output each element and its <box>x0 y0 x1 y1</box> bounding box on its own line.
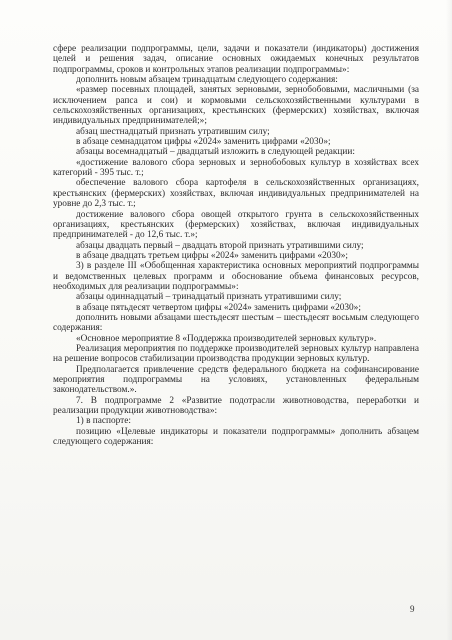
paragraph-04: абзац шестнадцатый признать утратившим силу; <box>76 126 270 137</box>
paragraph-02: дополнить новым абзацем тринадцатым следующего содержания: <box>76 75 338 86</box>
paragraph-10: абзацы двадцать первый – двадцать второй признать утратившими силу; <box>76 240 364 251</box>
paragraph-15: дополнить новыми абзацами шестьдесят шестым – шестьдесят восьмым следующего содержания: <box>53 312 419 334</box>
paragraph-03: «размер посевных площадей, занятых зерновыми, зернобобовыми, масличными (за исключением рапса и сои) и кормовыми сельскохозяйственными культурами в сельскохозяйственных организациях, крестьянских (фермерских) хозяйствах, включая индивидуальных предпринимателей;»; <box>53 85 419 127</box>
paragraph-06: абзацы восемнадцатый – двадцатый изложить в следующей редакции: <box>76 147 355 158</box>
paragraph-21: позицию «Целевые индикаторы и показатели подпрограммы» дополнить абзацем следующего содержания: <box>53 426 419 448</box>
paragraph-14: в абзаце пятьдесят четвертом цифры «2024» заменить цифрами «2030»; <box>76 302 361 313</box>
scan-edge-shadow <box>446 0 452 640</box>
paragraph-17: Реализация мероприятия по поддержке производителей зерновых культур направлена на решение вопросов стабилизации производства продукции зерновых культур. <box>53 343 419 365</box>
paragraph-19: 7. В подпрограмме 2 «Развитие подотрасли животноводства, переработки и реализации продукции животноводства»: <box>53 395 419 417</box>
paragraph-13: абзацы одиннадцатый – тринадцатый признать утратившими силу; <box>76 292 342 303</box>
paragraph-01: сфере реализации подпрограммы, цели, задачи и показатели (индикаторы) достижения целей и решения задач, описание основных ожидаемых конечных результатов подпрограммы, сроков и контрольных этапов реализации подпрограммы»: <box>53 44 419 75</box>
paragraph-09: достижение валового сбора овощей открытого грунта в сельскохозяйственных организациях, крестьянских (фермерских) хозяйствах, включая индивидуальных предпринимателей - до 12,6 тыс. т.»; <box>53 209 419 241</box>
page-number: 9 <box>410 604 415 614</box>
paragraph-05: в абзаце семнадцатом цифры «2024» заменить цифрами «2030»; <box>76 137 331 148</box>
paragraph-07: «достижение валового сбора зерновых и зернобобовых культур в хозяйствах всех категорий - 395 тыс. т.; <box>53 157 419 179</box>
paragraph-08: обеспечение валового сбора картофеля в сельскохозяйственных организациях, крестьянских (фермерских) хозяйствах, включая индивидуальных предпринимателей на уровне до 2,3 тыс. т.; <box>53 178 419 210</box>
paragraph-20: 1) в паспорте: <box>76 416 131 427</box>
document-body <box>53 44 419 447</box>
paragraph-16: «Основное мероприятие 8 «Поддержка производителей зерновых культур». <box>76 333 377 344</box>
paragraph-12: 3) в разделе III «Обобщенная характеристика основных мероприятий подпрограммы и ведомственных целевых программ и обоснование объема финансовых ресурсов, необходимых для реализации подпрограммы»: <box>53 261 419 292</box>
paragraph-11: в абзаце двадцать третьем цифры «2024» заменить цифрами «2030»; <box>76 250 348 261</box>
paragraph-18: Предполагается привлечение средств федерального бюджета на софинансирование мероприятия подпрограммы на условиях, установленных федеральным законодательством.». <box>53 364 419 396</box>
